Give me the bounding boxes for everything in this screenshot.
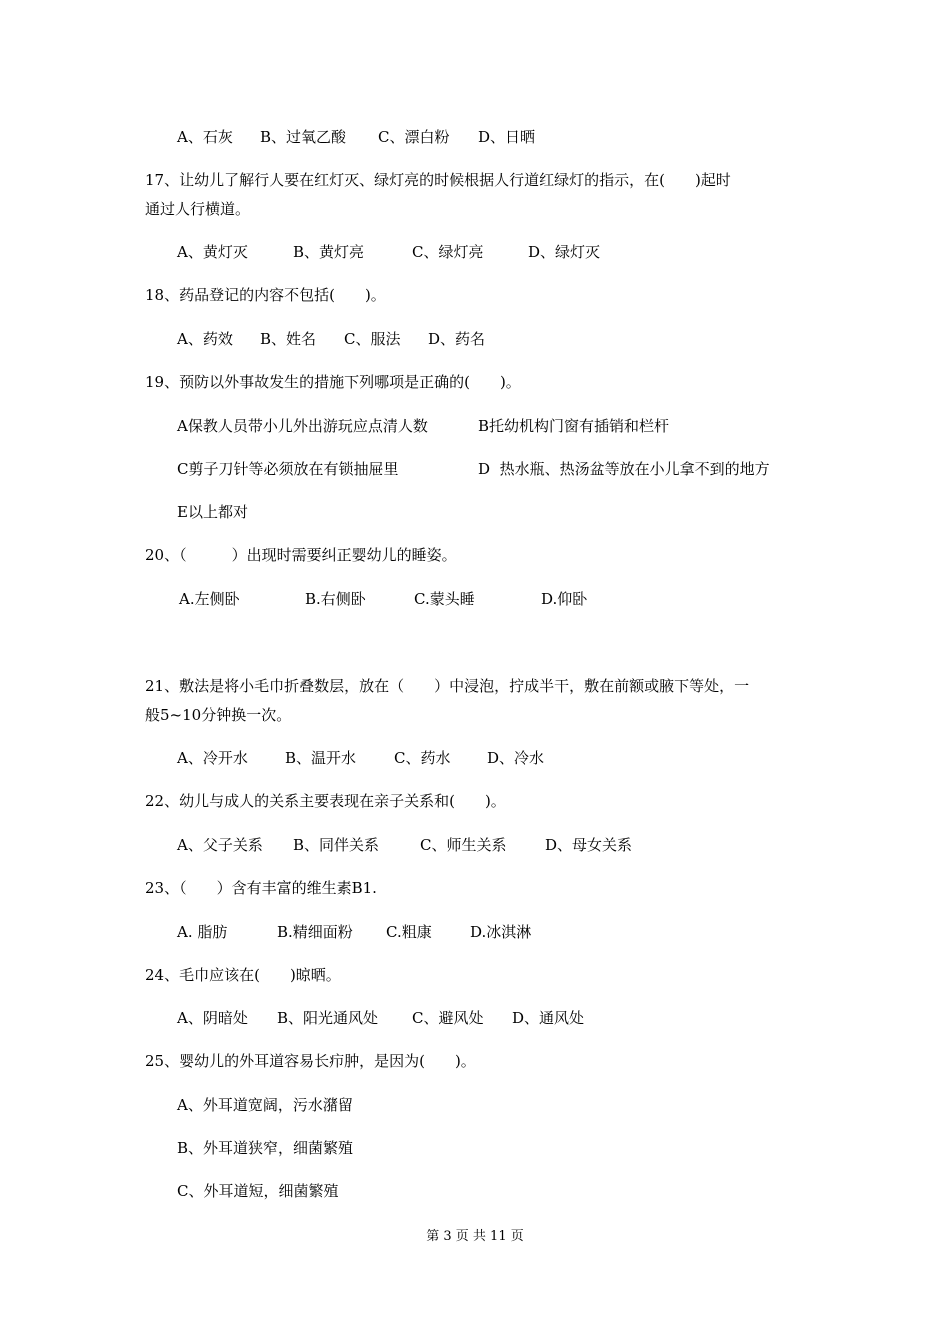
answer-option: A.左侧卧	[179, 590, 240, 608]
answer-option: D、绿灯灭	[528, 243, 601, 261]
question-text: 24、毛巾应该在( )晾晒。	[145, 966, 341, 984]
answer-option: C剪子刀针等必须放在有锁抽屉里	[177, 460, 399, 478]
answer-option: C.粗康	[386, 923, 432, 941]
answer-option: B、黄灯亮	[293, 243, 365, 261]
answer-option: B、温开水	[285, 749, 357, 767]
answer-option: D、药名	[428, 330, 486, 348]
answer-option: C、服法	[344, 330, 401, 348]
question-text: 22、幼儿与成人的关系主要表现在亲子关系和( )。	[145, 792, 506, 810]
answer-option: D、日晒	[478, 128, 536, 146]
answer-option: B托幼机构门窗有插销和栏杆	[478, 417, 670, 435]
answer-option: B、过氧乙酸	[260, 128, 347, 146]
answer-option: B、姓名	[260, 330, 317, 348]
answer-option: C、避风处	[412, 1009, 484, 1027]
answer-option: D 热水瓶、热汤盆等放在小儿拿不到的地方	[478, 460, 770, 478]
question-text: 20、（ ）出现时需要纠正婴幼儿的睡姿。	[145, 546, 457, 564]
answer-option: B.右侧卧	[305, 590, 366, 608]
answer-option: A、冷开水	[177, 749, 248, 767]
question-text: 23、（ ）含有丰富的维生素B1.	[145, 879, 377, 897]
answer-option: C、漂白粉	[378, 128, 450, 146]
question-text: 通过人行横道。	[145, 200, 251, 218]
answer-option: D、通风处	[512, 1009, 585, 1027]
answer-option: D、冷水	[487, 749, 545, 767]
answer-option: D.仰卧	[541, 590, 588, 608]
answer-option: A、药效	[177, 330, 233, 348]
answer-option: C、药水	[394, 749, 451, 767]
question-text: 18、药品登记的内容不包括( )。	[145, 286, 386, 304]
question-text: 25、婴幼儿的外耳道容易长疖肿，是因为( )。	[145, 1052, 476, 1070]
option-line: A、外耳道宽阔，污水潴留	[177, 1096, 353, 1114]
option-line: B、外耳道狭窄，细菌繁殖	[177, 1139, 354, 1157]
answer-option: D.冰淇淋	[470, 923, 532, 941]
answer-option: B.精细面粉	[277, 923, 353, 941]
answer-option: C、师生关系	[420, 836, 507, 854]
answer-option: A、父子关系	[177, 836, 263, 854]
question-text: 17、让幼儿了解行人要在红灯灭、绿灯亮的时候根据人行道红绿灯的指示，在( )起时	[145, 171, 731, 189]
answer-option: A、石灰	[177, 128, 233, 146]
answer-option: B、阳光通风处	[277, 1009, 379, 1027]
question-text: 21、敷法是将小毛巾折叠数层，放在（ ）中浸泡，拧成半干，敷在前额或腋下等处，一	[145, 677, 750, 695]
answer-option: A、黄灯灭	[177, 243, 248, 261]
answer-option: A保教人员带小儿外出游玩应点清人数	[177, 417, 428, 435]
answer-option: C.蒙头睡	[414, 590, 475, 608]
answer-option: C、绿灯亮	[412, 243, 484, 261]
question-text: 般5~10分钟换一次。	[145, 706, 292, 724]
answer-option: A. 脂肪	[177, 923, 228, 941]
option-line: C、外耳道短，细菌繁殖	[177, 1182, 339, 1200]
question-text: 19、预防以外事故发生的措施下列哪项是正确的( )。	[145, 373, 521, 391]
page-footer: 第 3 页 共 11 页	[426, 1229, 524, 1244]
option-line: E以上都对	[177, 503, 248, 521]
answer-option: D、母女关系	[545, 836, 633, 854]
answer-option: B、同伴关系	[293, 836, 380, 854]
answer-option: A、阴暗处	[177, 1009, 248, 1027]
